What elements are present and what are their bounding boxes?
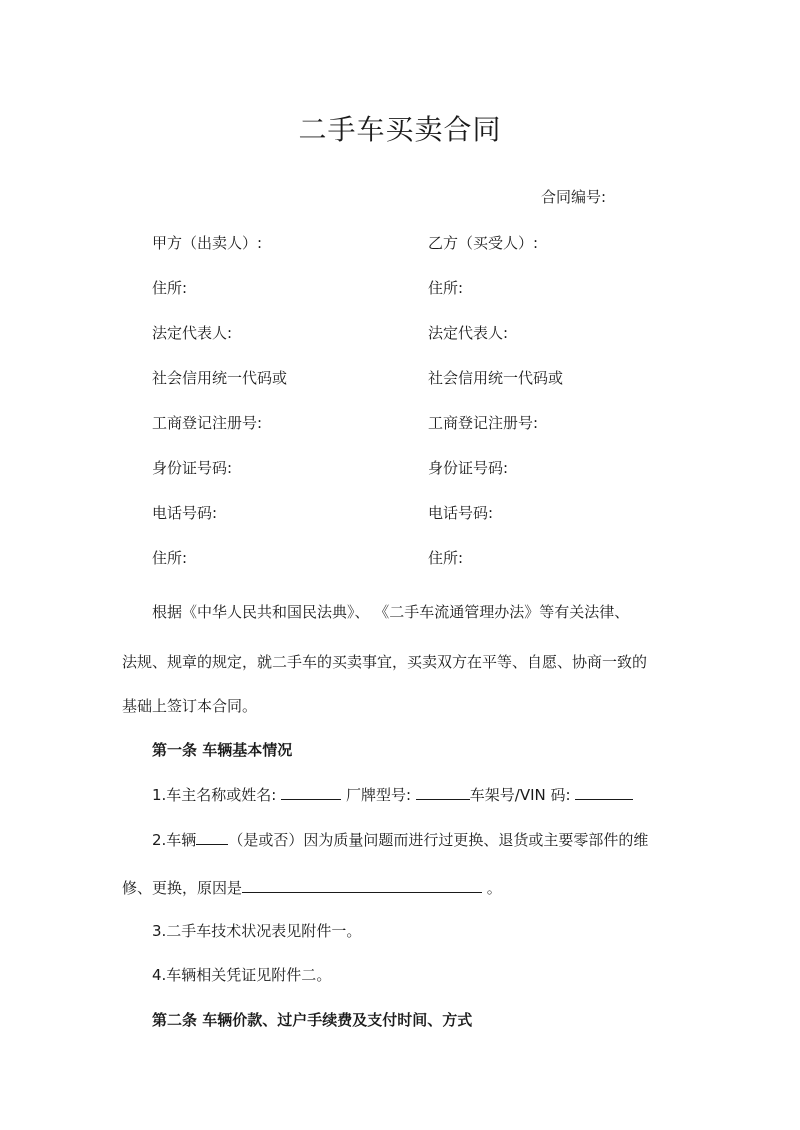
intro-line: 根据《中华人民共和国民法典》、 《二手车流通管理办法》等有关法律、 <box>152 603 630 621</box>
article-2-heading: 第二条 车辆价款、过户手续费及支付时间、方式 <box>152 1011 473 1029</box>
vin-label: 车架号/VIN 码: <box>469 786 571 804</box>
article-1-item-4: 4.车辆相关凭证见附件二。 <box>152 966 332 984</box>
party-a-field: 住所: <box>152 549 188 567</box>
intro-line: 法规、规章的规定，就二手车的买卖事宜，买卖双方在平等、自愿、协商一致的 <box>122 653 648 671</box>
vin-blank[interactable] <box>575 785 633 800</box>
party-a-field: 电话号码: <box>152 504 218 522</box>
reason-blank[interactable] <box>242 878 482 893</box>
article-1-heading: 第一条 车辆基本情况 <box>152 741 293 759</box>
party-b-field: 工商登记注册号: <box>428 414 539 432</box>
vehicle-label: 2.车辆 <box>152 831 197 849</box>
party-a-field: 法定代表人: <box>152 324 233 342</box>
article-1-item-1 <box>152 784 633 805</box>
party-b-field: 电话号码: <box>428 504 494 522</box>
reason-label: 修、更换，原因是 <box>122 879 243 897</box>
brand-model-blank[interactable] <box>416 785 470 800</box>
party-b-field: 社会信用统一代码或 <box>428 369 564 387</box>
party-a-field: 社会信用统一代码或 <box>152 369 288 387</box>
party-row <box>0 277 800 299</box>
party-a-field: 工商登记注册号: <box>152 414 263 432</box>
party-b-field: 住所: <box>428 279 464 297</box>
party-a-field: 甲方（出卖人）: <box>152 234 263 252</box>
owner-name-label: 1.车主名称或姓名: <box>152 786 277 804</box>
party-a-field: 身份证号码: <box>152 459 233 477</box>
intro-line: 基础上签订本合同。 <box>122 697 258 715</box>
contract-number-label: 合同编号: <box>541 188 607 206</box>
party-b-field: 乙方（买受人）: <box>428 234 539 252</box>
repair-text: （是或否）因为质量问题而进行过更换、退货或主要零部件的维 <box>228 831 649 849</box>
article-1-item-2 <box>152 829 648 850</box>
party-row <box>0 232 800 254</box>
article-1-item-2-cont <box>122 877 502 898</box>
party-b-field: 法定代表人: <box>428 324 509 342</box>
owner-name-blank[interactable] <box>281 785 341 800</box>
party-b-field: 身份证号码: <box>428 459 509 477</box>
yes-no-blank[interactable] <box>196 830 228 845</box>
party-a-field: 住所: <box>152 279 188 297</box>
party-row <box>0 457 800 479</box>
brand-model-label: 厂牌型号: <box>345 786 411 804</box>
period: 。 <box>486 879 502 897</box>
party-b-field: 住所: <box>428 549 464 567</box>
party-row <box>0 322 800 344</box>
party-row <box>0 367 800 389</box>
party-row <box>0 547 800 569</box>
party-row <box>0 502 800 524</box>
article-1-item-3: 3.二手车技术状况表见附件一。 <box>152 922 362 940</box>
document-title: 二手车买卖合同 <box>298 113 502 146</box>
party-row <box>0 412 800 434</box>
